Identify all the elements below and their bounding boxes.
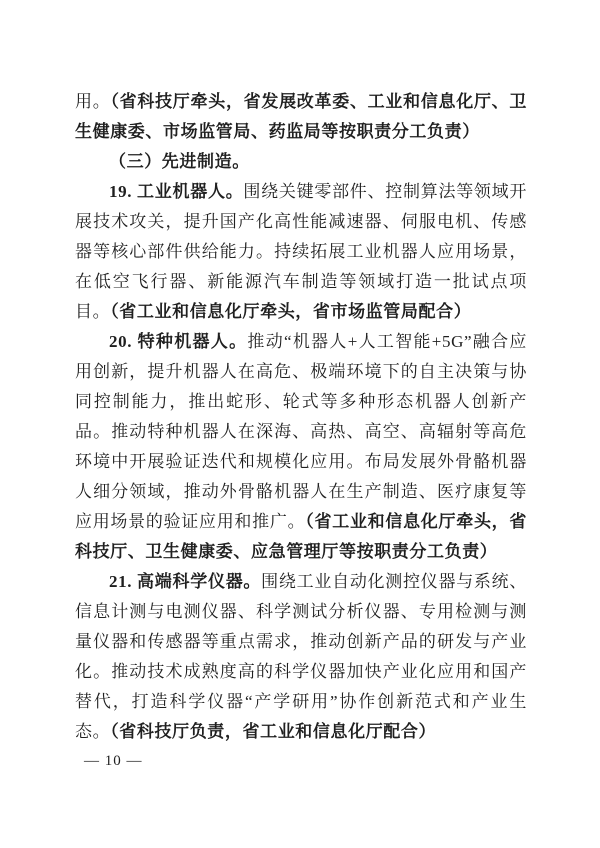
item-20-title: 20. 特种机器人。 — [109, 332, 248, 351]
responsibility-note: （省科技厅牵头，省发展改革委、工业和信息化厅、卫生健康委、市场监管局、药监局等按职责分工负责） — [75, 92, 527, 141]
item-20-body: 推动“机器人+人工智能+5G”融合应用创新，提升机器人在高危、极端环境下的自主决策与协同控制能力，推出蛇形、轮式等多种形态机器人创新产品。推动特种机器人在深海、高热、高空、高辐射等高危环境中开展验证迭代和规模化应用。布局发展外骨骼机器人细分领域，推动外骨骼机器人在生产制造、医疗康复等应用场景的验证应用和推广。 — [75, 332, 528, 531]
item-19-title: 19. 工业机器人。 — [109, 182, 244, 201]
item-19-body: 围绕关键零部件、控制算法等领域开展技术攻关，提升国产化高性能减速器、伺服电机、传感器等核心部件供给能力。持续拓展工业机器人应用场景，在低空飞行器、新能源汽车制造等领域打造一批试点项目。 — [75, 182, 527, 321]
item-20-responsibility-note: （省工业和信息化厅牵头，省科技厅、卫生健康委、应急管理厅等按职责分工负责） — [75, 512, 527, 561]
item-21-title: 21. 高端科学仪器。 — [109, 572, 262, 591]
paragraph-item-20 — [75, 327, 527, 567]
section-heading-text: （三）先进制造。 — [109, 152, 250, 171]
paragraph-continuation — [75, 87, 527, 147]
page-footer — [84, 751, 143, 771]
page-number: — 10 — — [84, 753, 143, 769]
item-21-responsibility-note: （省科技厅负责，省工业和信息化厅配合） — [110, 722, 437, 741]
paragraph-text: 用。 — [75, 92, 111, 111]
document-body — [75, 87, 527, 747]
item-19-responsibility-note: （省工业和信息化厅牵头，省市场监管局配合） — [110, 302, 472, 321]
paragraph-item-21 — [75, 567, 527, 747]
section-heading — [75, 147, 527, 177]
paragraph-item-19 — [75, 177, 527, 327]
item-21-body: 围绕工业自动化测控仪器与系统、信息计测与电测仪器、科学测试分析仪器、专用检测与测量仪器和传感器等重点需求，推动创新产品的研发与产业化。推动技术成熟度高的科学仪器加快产业化应用和国产替代，打造科学仪器“产学研用”协作创新范式和产业生态。 — [75, 572, 527, 741]
